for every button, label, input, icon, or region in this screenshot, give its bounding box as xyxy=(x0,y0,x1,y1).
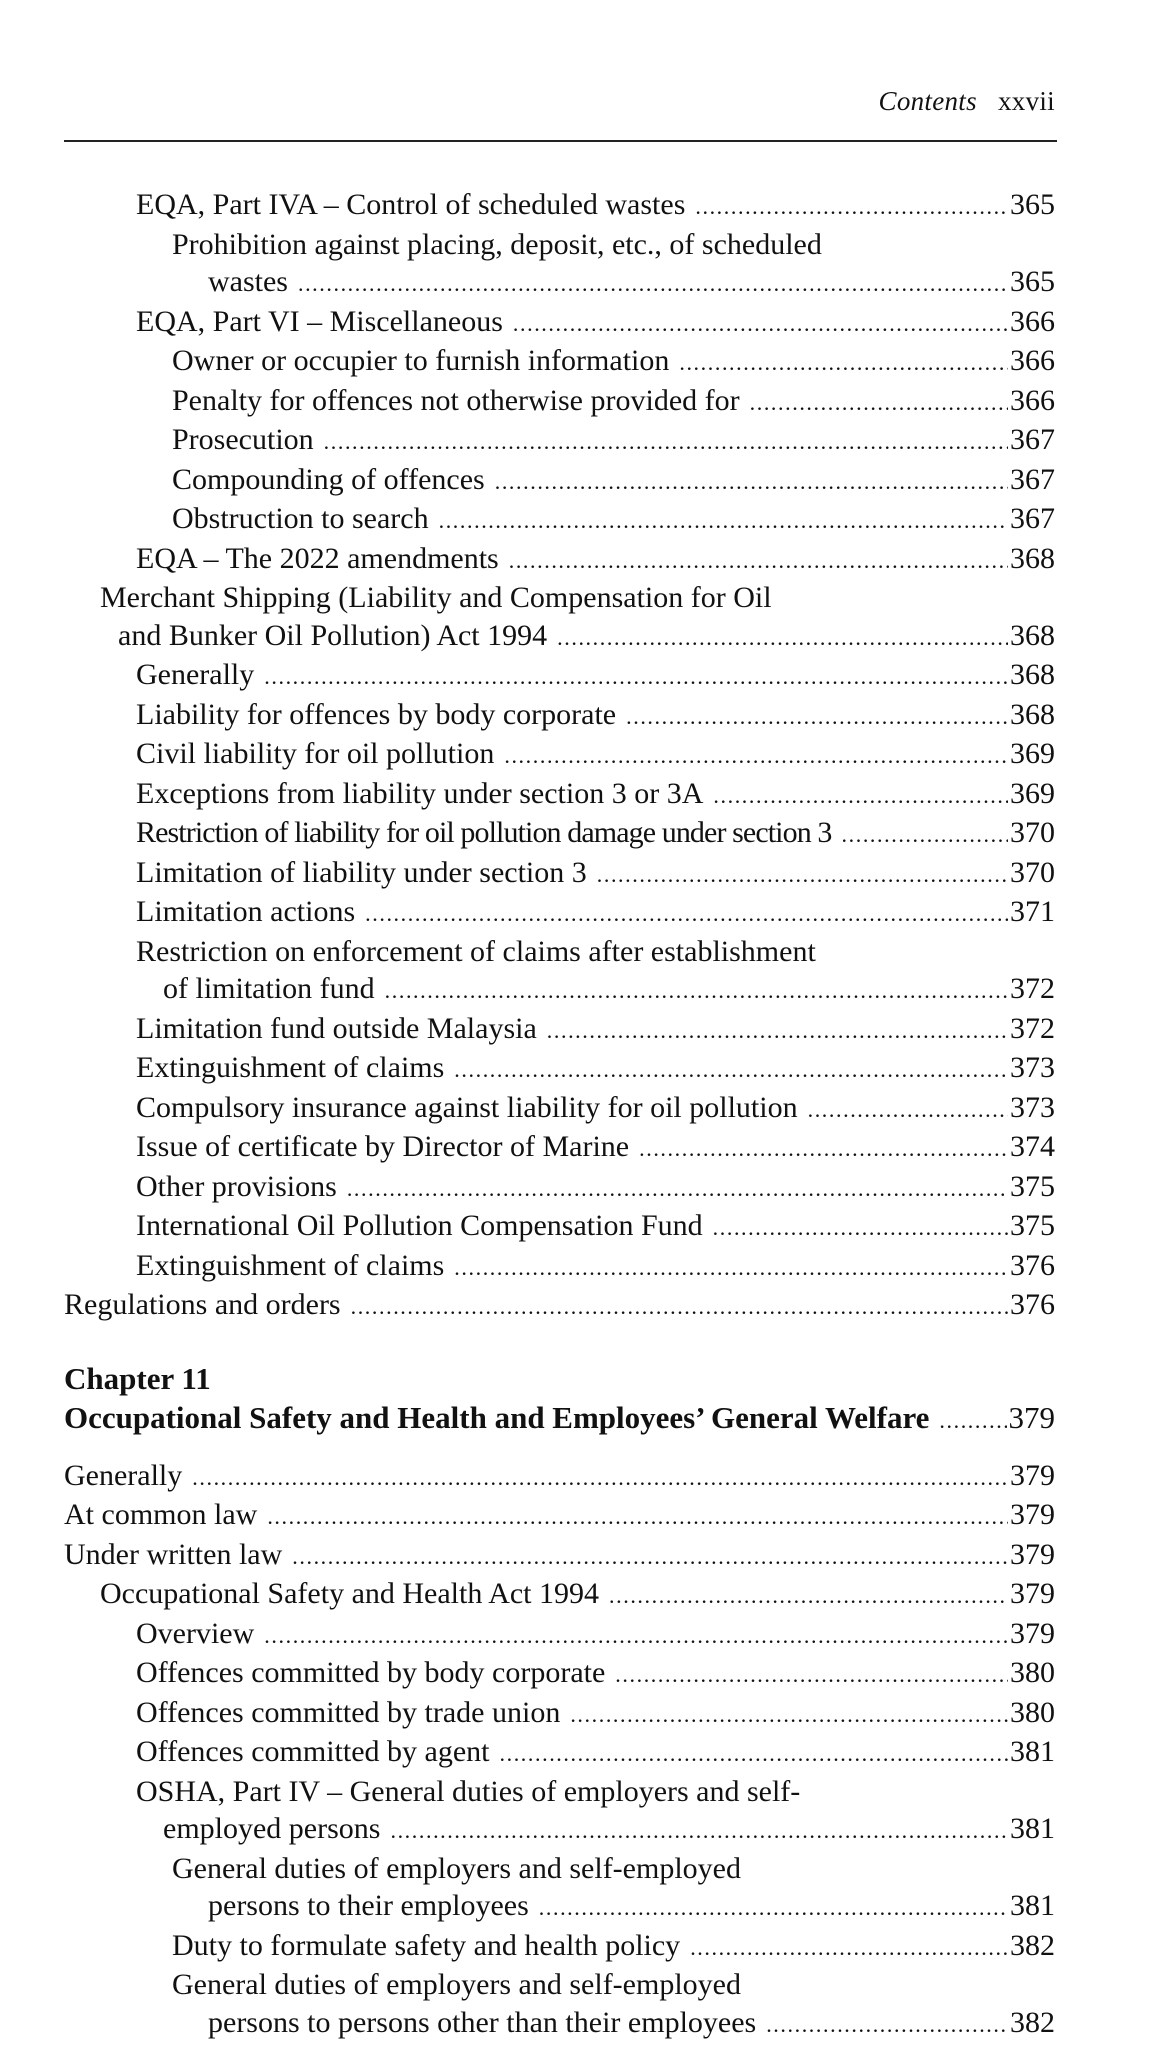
toc-entry-page: 365 xyxy=(1010,265,1055,298)
toc-entry xyxy=(136,1733,1055,1773)
toc-entry-page: 381 xyxy=(1010,1812,1055,1845)
toc-entry-line xyxy=(172,263,1055,303)
toc-entry-line xyxy=(136,540,1055,580)
toc-entry-text: Occupational Safety and Health Act 1994 xyxy=(100,1577,600,1610)
toc-entry xyxy=(64,1457,1055,1497)
toc-entry-text: Offences committed by trade union xyxy=(136,1695,561,1729)
leader-dots xyxy=(750,384,1008,422)
toc-entry-line xyxy=(136,1654,1055,1694)
toc-entry-line xyxy=(64,1496,1055,1536)
toc-entry xyxy=(172,421,1055,461)
toc-entry xyxy=(136,1247,1055,1287)
toc-entry-text: of limitation fund xyxy=(163,972,375,1005)
toc-entry-page: 368 xyxy=(1010,618,1055,652)
toc-entry xyxy=(136,1168,1055,1208)
leader-dots xyxy=(454,1249,1008,1287)
toc-entry-line xyxy=(136,1615,1055,1655)
toc-entry-line xyxy=(136,1207,1055,1247)
toc-entry-page: 379 xyxy=(1010,1537,1055,1571)
toc-entry-page: 370 xyxy=(1010,855,1055,889)
leader-dots xyxy=(570,1696,1008,1734)
chapter-number: Chapter 11 xyxy=(64,1360,211,1396)
toc-entry xyxy=(136,1128,1055,1168)
toc-entry xyxy=(136,540,1055,580)
toc-entry-line xyxy=(136,1128,1055,1168)
page-number: xxvii xyxy=(997,86,1055,116)
toc-entry-line xyxy=(64,1286,1055,1326)
toc-entry-line xyxy=(136,696,1055,736)
toc-entry-text: Prohibition against placing, deposit, etc., of scheduled xyxy=(172,227,822,261)
toc-entry-line xyxy=(136,1010,1055,1050)
toc-entry xyxy=(136,1654,1055,1694)
toc-entry-line xyxy=(136,1773,1055,1811)
toc-entry xyxy=(64,1496,1055,1536)
leader-dots xyxy=(298,265,1008,303)
leader-dots xyxy=(597,856,1008,894)
leader-dots xyxy=(713,1209,1008,1247)
toc-entry-page: 366 xyxy=(1010,304,1055,338)
leader-dots xyxy=(842,816,1008,854)
toc-entry xyxy=(64,1286,1055,1326)
toc-entry-line xyxy=(100,579,1055,617)
spacer xyxy=(0,1441,1159,1457)
toc-entry xyxy=(136,1615,1055,1655)
toc-entry-text: Offences committed by body corporate xyxy=(136,1656,606,1689)
toc-entry-line xyxy=(136,893,1055,933)
toc-entry-page: 367 xyxy=(1010,423,1055,456)
toc-entry-text: Obstruction to search xyxy=(172,502,429,535)
leader-dots xyxy=(539,1889,1008,1927)
running-head xyxy=(879,88,1055,115)
toc-entry-line xyxy=(172,1927,1055,1967)
header-rule xyxy=(64,140,1057,142)
toc-entry xyxy=(136,696,1055,736)
toc-entry-text: Owner or occupier to furnish information xyxy=(172,344,670,377)
leader-dots xyxy=(192,1459,1008,1497)
toc-entry-text: wastes xyxy=(208,265,288,298)
toc-entry-page: 365 xyxy=(1010,188,1055,221)
toc-entry xyxy=(136,1207,1055,1247)
toc-entry-line xyxy=(136,854,1055,894)
toc-entry-page: 368 xyxy=(1010,541,1055,575)
toc-entry-text: Penalty for offences not otherwise provided for xyxy=(172,383,740,417)
toc-entry xyxy=(136,735,1055,775)
leader-dots xyxy=(547,1012,1008,1050)
toc-entry-text: Compounding of offences xyxy=(172,462,485,496)
toc-entry-page: 366 xyxy=(1010,344,1055,377)
toc-entry-page: 371 xyxy=(1010,895,1055,928)
toc-entry-page: 369 xyxy=(1010,776,1055,810)
toc-entry-line xyxy=(172,461,1055,501)
toc-entry-page: 373 xyxy=(1010,1090,1055,1124)
leader-dots xyxy=(615,1656,1008,1694)
toc-entry-page: 380 xyxy=(1010,1695,1055,1729)
toc-entry-line xyxy=(136,1247,1055,1287)
toc-entry-text: Merchant Shipping (Liability and Compensation for Oil xyxy=(100,581,772,614)
toc-list-part-1 xyxy=(0,186,1159,1326)
toc-entry-text: Compulsory insurance against liability for oil pollution xyxy=(136,1090,798,1124)
toc-entry-text: EQA – The 2022 amendments xyxy=(136,541,499,575)
toc-entry xyxy=(100,1575,1055,1615)
toc-entry-text: Generally xyxy=(64,1458,183,1492)
leader-dots xyxy=(292,1538,1008,1576)
toc-list-part-2 xyxy=(0,1457,1159,2044)
chapter-title-line xyxy=(64,1398,1055,1441)
toc-entry-page: 366 xyxy=(1010,383,1055,417)
toc-entry-page: 367 xyxy=(1010,502,1055,535)
toc-entry-line xyxy=(136,775,1055,815)
toc-entry-text: International Oil Pollution Compensation Fund xyxy=(136,1209,703,1242)
toc-entry-text: Issue of certificate by Director of Marine xyxy=(136,1130,630,1163)
leader-dots xyxy=(385,972,1008,1010)
chapter-title: Occupational Safety and Health and Employees’ General Welfare xyxy=(64,1399,930,1435)
leader-dots xyxy=(557,619,1008,657)
toc-entry-page: 381 xyxy=(1010,1889,1055,1922)
toc-entry-page: 373 xyxy=(1010,1051,1055,1084)
leader-dots xyxy=(454,1051,1008,1089)
leader-dots xyxy=(513,305,1008,343)
toc-entry-text: General duties of employers and self-employed xyxy=(172,1968,741,2001)
toc-entry-page: 368 xyxy=(1010,697,1055,731)
leader-dots xyxy=(808,1091,1008,1129)
toc-entry-text: Restriction of liability for oil pollution damage under section 3 xyxy=(136,816,832,849)
toc-entry-line xyxy=(136,1810,1055,1850)
toc-entry-text: Limitation fund outside Malaysia xyxy=(136,1011,537,1045)
toc-entry-text: Under written law xyxy=(64,1537,283,1571)
toc-entry-text: EQA, Part IVA – Control of scheduled wastes xyxy=(136,188,686,221)
table-of-contents xyxy=(0,186,1159,2043)
toc-entry-page: 374 xyxy=(1010,1130,1055,1163)
toc-entry xyxy=(136,1694,1055,1734)
toc-entry-page: 368 xyxy=(1010,658,1055,691)
toc-entry xyxy=(136,814,1055,854)
toc-entry-line xyxy=(172,1850,1055,1888)
toc-entry xyxy=(172,226,1055,303)
toc-entry xyxy=(136,1049,1055,1089)
toc-entry-text: Generally xyxy=(136,658,255,691)
leader-dots xyxy=(690,1929,1008,1967)
leader-dots xyxy=(766,2006,1008,2044)
toc-entry xyxy=(136,656,1055,696)
toc-entry-line xyxy=(100,1575,1055,1615)
leader-dots xyxy=(713,777,1008,815)
toc-entry-page: 379 xyxy=(1010,1458,1055,1492)
toc-entry-page: 370 xyxy=(1010,816,1055,849)
leader-dots xyxy=(626,698,1008,736)
toc-entry-line xyxy=(136,1049,1055,1089)
toc-entry-page: 375 xyxy=(1010,1209,1055,1242)
toc-entry xyxy=(64,1536,1055,1576)
toc-entry-line xyxy=(172,382,1055,422)
toc-entry-line xyxy=(64,1457,1055,1497)
toc-entry-page: 380 xyxy=(1010,1656,1055,1689)
toc-entry-line xyxy=(172,2004,1055,2044)
toc-entry xyxy=(136,775,1055,815)
toc-entry-line xyxy=(172,226,1055,264)
toc-entry xyxy=(136,1773,1055,1850)
toc-entry-text: Duty to formulate safety and health policy xyxy=(172,1928,681,1962)
leader-dots xyxy=(939,1401,1006,1441)
toc-entry-line xyxy=(136,933,1055,971)
toc-entry-page: 372 xyxy=(1010,1011,1055,1045)
leader-dots xyxy=(509,542,1008,580)
toc-entry-text: Exceptions from liability under section 3 or 3A xyxy=(136,776,704,810)
toc-entry xyxy=(136,1089,1055,1129)
toc-entry xyxy=(172,1966,1055,2043)
leader-dots xyxy=(390,1812,1008,1850)
toc-entry xyxy=(172,1850,1055,1927)
toc-entry xyxy=(172,461,1055,501)
toc-entry xyxy=(136,1010,1055,1050)
toc-entry-line xyxy=(136,186,1055,226)
toc-entry-text: Extinguishment of claims xyxy=(136,1051,445,1084)
toc-entry-page: 379 xyxy=(1010,1577,1055,1610)
toc-entry-text: and Bunker Oil Pollution) Act 1994 xyxy=(118,618,548,652)
toc-entry-text: persons to persons other than their employees xyxy=(208,2005,757,2039)
toc-entry-line xyxy=(136,1694,1055,1734)
leader-dots xyxy=(267,1498,1008,1536)
leader-dots xyxy=(504,737,1008,775)
leader-dots xyxy=(264,1617,1008,1655)
toc-entry-text: Liability for offences by body corporate xyxy=(136,697,617,731)
toc-entry xyxy=(100,579,1055,656)
toc-entry xyxy=(136,893,1055,933)
toc-entry-text: employed persons xyxy=(163,1812,381,1845)
toc-entry-text: EQA, Part VI – Miscellaneous xyxy=(136,304,503,338)
leader-dots xyxy=(609,1577,1008,1615)
leader-dots xyxy=(365,895,1008,933)
toc-entry-text: OSHA, Part IV – General duties of employers and self- xyxy=(136,1774,801,1808)
leader-dots xyxy=(500,1735,1009,1773)
leader-dots xyxy=(679,344,1008,382)
toc-entry-line xyxy=(172,1887,1055,1927)
toc-entry-page: 382 xyxy=(1010,2005,1055,2039)
leader-dots xyxy=(351,1288,1008,1326)
toc-entry-text: Prosecution xyxy=(172,423,314,456)
toc-entry-line xyxy=(172,1966,1055,2004)
toc-entry xyxy=(136,303,1055,343)
toc-entry-line xyxy=(136,970,1055,1010)
toc-entry-line xyxy=(136,656,1055,696)
toc-entry-text: persons to their employees xyxy=(208,1889,529,1922)
toc-entry-page: 381 xyxy=(1010,1735,1055,1768)
toc-entry-line xyxy=(172,500,1055,540)
toc-entry-line xyxy=(64,1536,1055,1576)
toc-entry-text: Overview xyxy=(136,1616,255,1650)
toc-entry-text: Offences committed by agent xyxy=(136,1735,490,1768)
toc-entry-line xyxy=(172,342,1055,382)
toc-entry-line xyxy=(136,1168,1055,1208)
leader-dots xyxy=(695,188,1008,226)
toc-entry-text: Civil liability for oil pollution xyxy=(136,737,495,770)
leader-dots xyxy=(347,1170,1008,1208)
toc-entry-page: 379 xyxy=(1010,1498,1055,1531)
toc-entry-page: 375 xyxy=(1010,1169,1055,1203)
toc-entry-page: 369 xyxy=(1010,737,1055,770)
toc-entry-line xyxy=(136,1733,1055,1773)
leader-dots xyxy=(495,463,1008,501)
toc-entry-text: Limitation actions xyxy=(136,895,356,928)
toc-entry-line xyxy=(136,735,1055,775)
toc-entry xyxy=(136,854,1055,894)
running-head-title: Contents xyxy=(878,86,977,116)
toc-entry-text: Extinguishment of claims xyxy=(136,1248,445,1282)
toc-entry-text: Limitation of liability under section 3 xyxy=(136,855,587,889)
toc-entry-line xyxy=(136,1089,1055,1129)
toc-entry-page: 367 xyxy=(1010,462,1055,496)
toc-entry-text: Restriction on enforcement of claims after establishment xyxy=(136,934,816,968)
toc-entry-text: General duties of employers and self-employed xyxy=(172,1851,741,1885)
toc-entry-text: Other provisions xyxy=(136,1169,337,1203)
toc-entry-text: Regulations and orders xyxy=(64,1288,341,1321)
toc-entry-page: 376 xyxy=(1010,1288,1055,1321)
toc-entry-page: 382 xyxy=(1010,1928,1055,1962)
toc-entry xyxy=(172,382,1055,422)
toc-entry xyxy=(136,186,1055,226)
chapter-page: 379 xyxy=(1008,1399,1055,1435)
toc-entry-page: 372 xyxy=(1010,972,1055,1005)
leader-dots xyxy=(439,502,1008,540)
toc-entry xyxy=(172,500,1055,540)
toc-entry-line xyxy=(136,303,1055,343)
toc-entry-page: 379 xyxy=(1010,1616,1055,1650)
chapter-heading xyxy=(64,1360,1055,1441)
toc-entry-line xyxy=(100,617,1055,657)
toc-entry-text: At common law xyxy=(64,1498,258,1531)
toc-entry xyxy=(172,1927,1055,1967)
leader-dots xyxy=(264,658,1008,696)
leader-dots xyxy=(639,1130,1008,1168)
toc-entry xyxy=(136,933,1055,1010)
toc-entry-line xyxy=(172,421,1055,461)
toc-entry-line xyxy=(136,814,1055,854)
leader-dots xyxy=(324,423,1008,461)
toc-entry xyxy=(172,342,1055,382)
toc-entry-page: 376 xyxy=(1010,1248,1055,1282)
